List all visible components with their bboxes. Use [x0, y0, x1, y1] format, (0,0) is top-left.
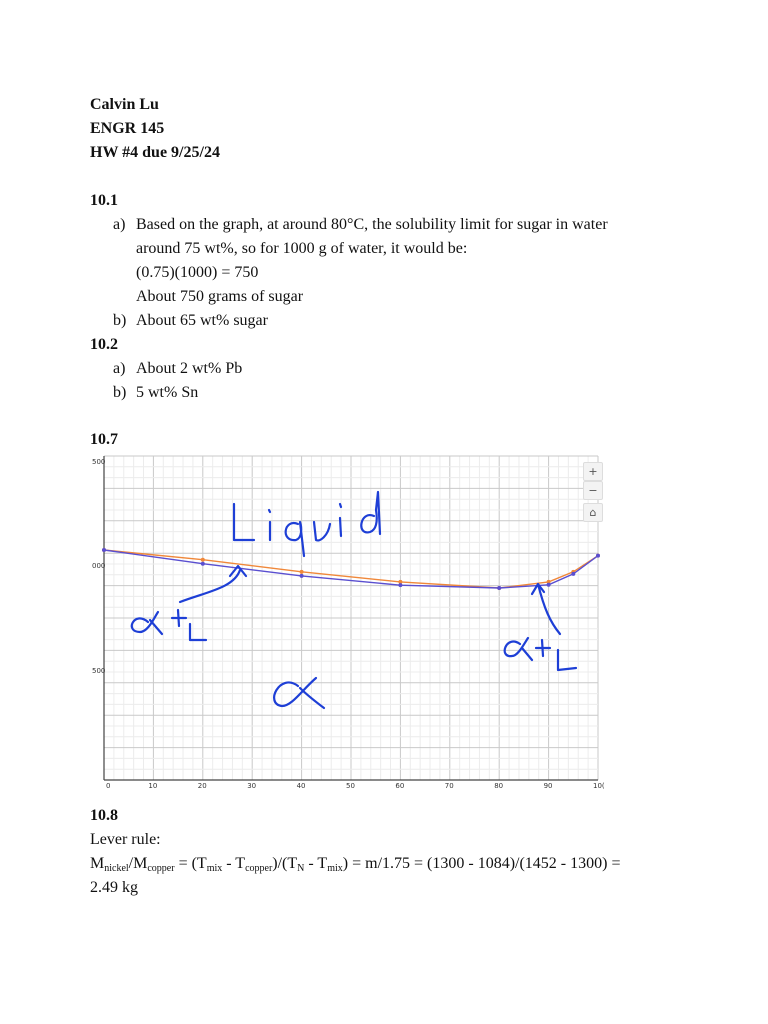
handwritten-alpha-l-right	[558, 650, 576, 670]
problem-10-2-title: 10.2	[90, 336, 118, 353]
y-tick-label: 000	[92, 562, 106, 570]
x-tick-label: 20	[197, 782, 207, 790]
course-code: ENGR 145	[90, 120, 165, 137]
answer-10-1-a-line2: around 75 wt%, so for 1000 g of water, it would be:	[136, 240, 468, 257]
student-name: Calvin Lu	[90, 96, 159, 113]
homework-title: HW #4 due 9/25/24	[90, 144, 220, 161]
handwritten-alpha-l-right	[536, 640, 550, 656]
x-tick-label: 10	[148, 782, 158, 790]
handwritten-alpha-l-left	[172, 610, 186, 626]
x-tick-label: 30	[247, 782, 257, 790]
x-tick-label: 60	[395, 782, 405, 790]
x-tick-label: 90	[543, 782, 553, 790]
lever-rule-result: 2.49 kg	[90, 879, 138, 896]
list-marker-a: a)	[113, 216, 126, 233]
data-point	[201, 562, 205, 566]
data-point	[596, 554, 600, 558]
answer-10-2-b: 5 wt% Sn	[136, 384, 199, 401]
data-point	[300, 570, 304, 574]
answer-10-1-a-line1: Based on the graph, at around 80°C, the solubility limit for sugar in water	[136, 216, 608, 233]
lever-rule-heading: Lever rule:	[90, 831, 161, 848]
data-point	[398, 583, 402, 587]
x-tick-label: 50	[346, 782, 355, 790]
handwritten-arrow-right	[532, 584, 560, 634]
zoom-out-button[interactable]: −	[583, 481, 603, 500]
x-tick-label: 80	[494, 782, 504, 790]
x-tick-label: 40	[296, 782, 306, 790]
chart-canvas	[88, 452, 610, 794]
home-button[interactable]: ⌂	[583, 503, 603, 522]
answer-10-1-b: About 65 wt% sugar	[136, 312, 268, 329]
handwritten-alpha-l-left	[190, 624, 206, 640]
y-tick-label: 500	[92, 458, 106, 466]
data-point	[300, 574, 304, 578]
handwritten-liquid	[234, 504, 254, 540]
x-tick-label: 0	[106, 782, 111, 790]
x-tick-label: 10(	[593, 782, 605, 790]
answer-10-1-a-line3: (0.75)(1000) = 750	[136, 264, 259, 281]
data-point	[497, 586, 501, 590]
handwritten-liquid	[269, 510, 270, 540]
handwritten-alpha-l-left	[132, 612, 162, 634]
data-point	[201, 558, 205, 562]
y-tick-label: 500	[92, 667, 106, 675]
zoom-in-button[interactable]: +	[583, 462, 603, 481]
list-marker-a: a)	[113, 360, 126, 377]
phase-diagram-chart	[88, 452, 610, 794]
x-tick-label: 70	[444, 782, 454, 790]
problem-10-8-title: 10.8	[90, 807, 118, 824]
data-point	[571, 572, 575, 576]
data-point	[102, 548, 106, 552]
answer-10-2-a: About 2 wt% Pb	[136, 360, 243, 377]
problem-10-7-title: 10.7	[90, 431, 118, 448]
list-marker-b: b)	[113, 312, 127, 329]
list-marker-b: b)	[113, 384, 127, 401]
lever-rule-equation: $M_{nickel}/M_{copper} = (T_{mix} - T_{copper})/(T_N - T_{mix}) = m/1.75 = (1300 - 1084)/(1452 - 1300)$ =	[90, 855, 621, 874]
problem-10-1-title: 10.1	[90, 192, 118, 209]
data-point	[547, 583, 551, 587]
answer-10-1-a-line4: About 750 grams of sugar	[136, 288, 304, 305]
